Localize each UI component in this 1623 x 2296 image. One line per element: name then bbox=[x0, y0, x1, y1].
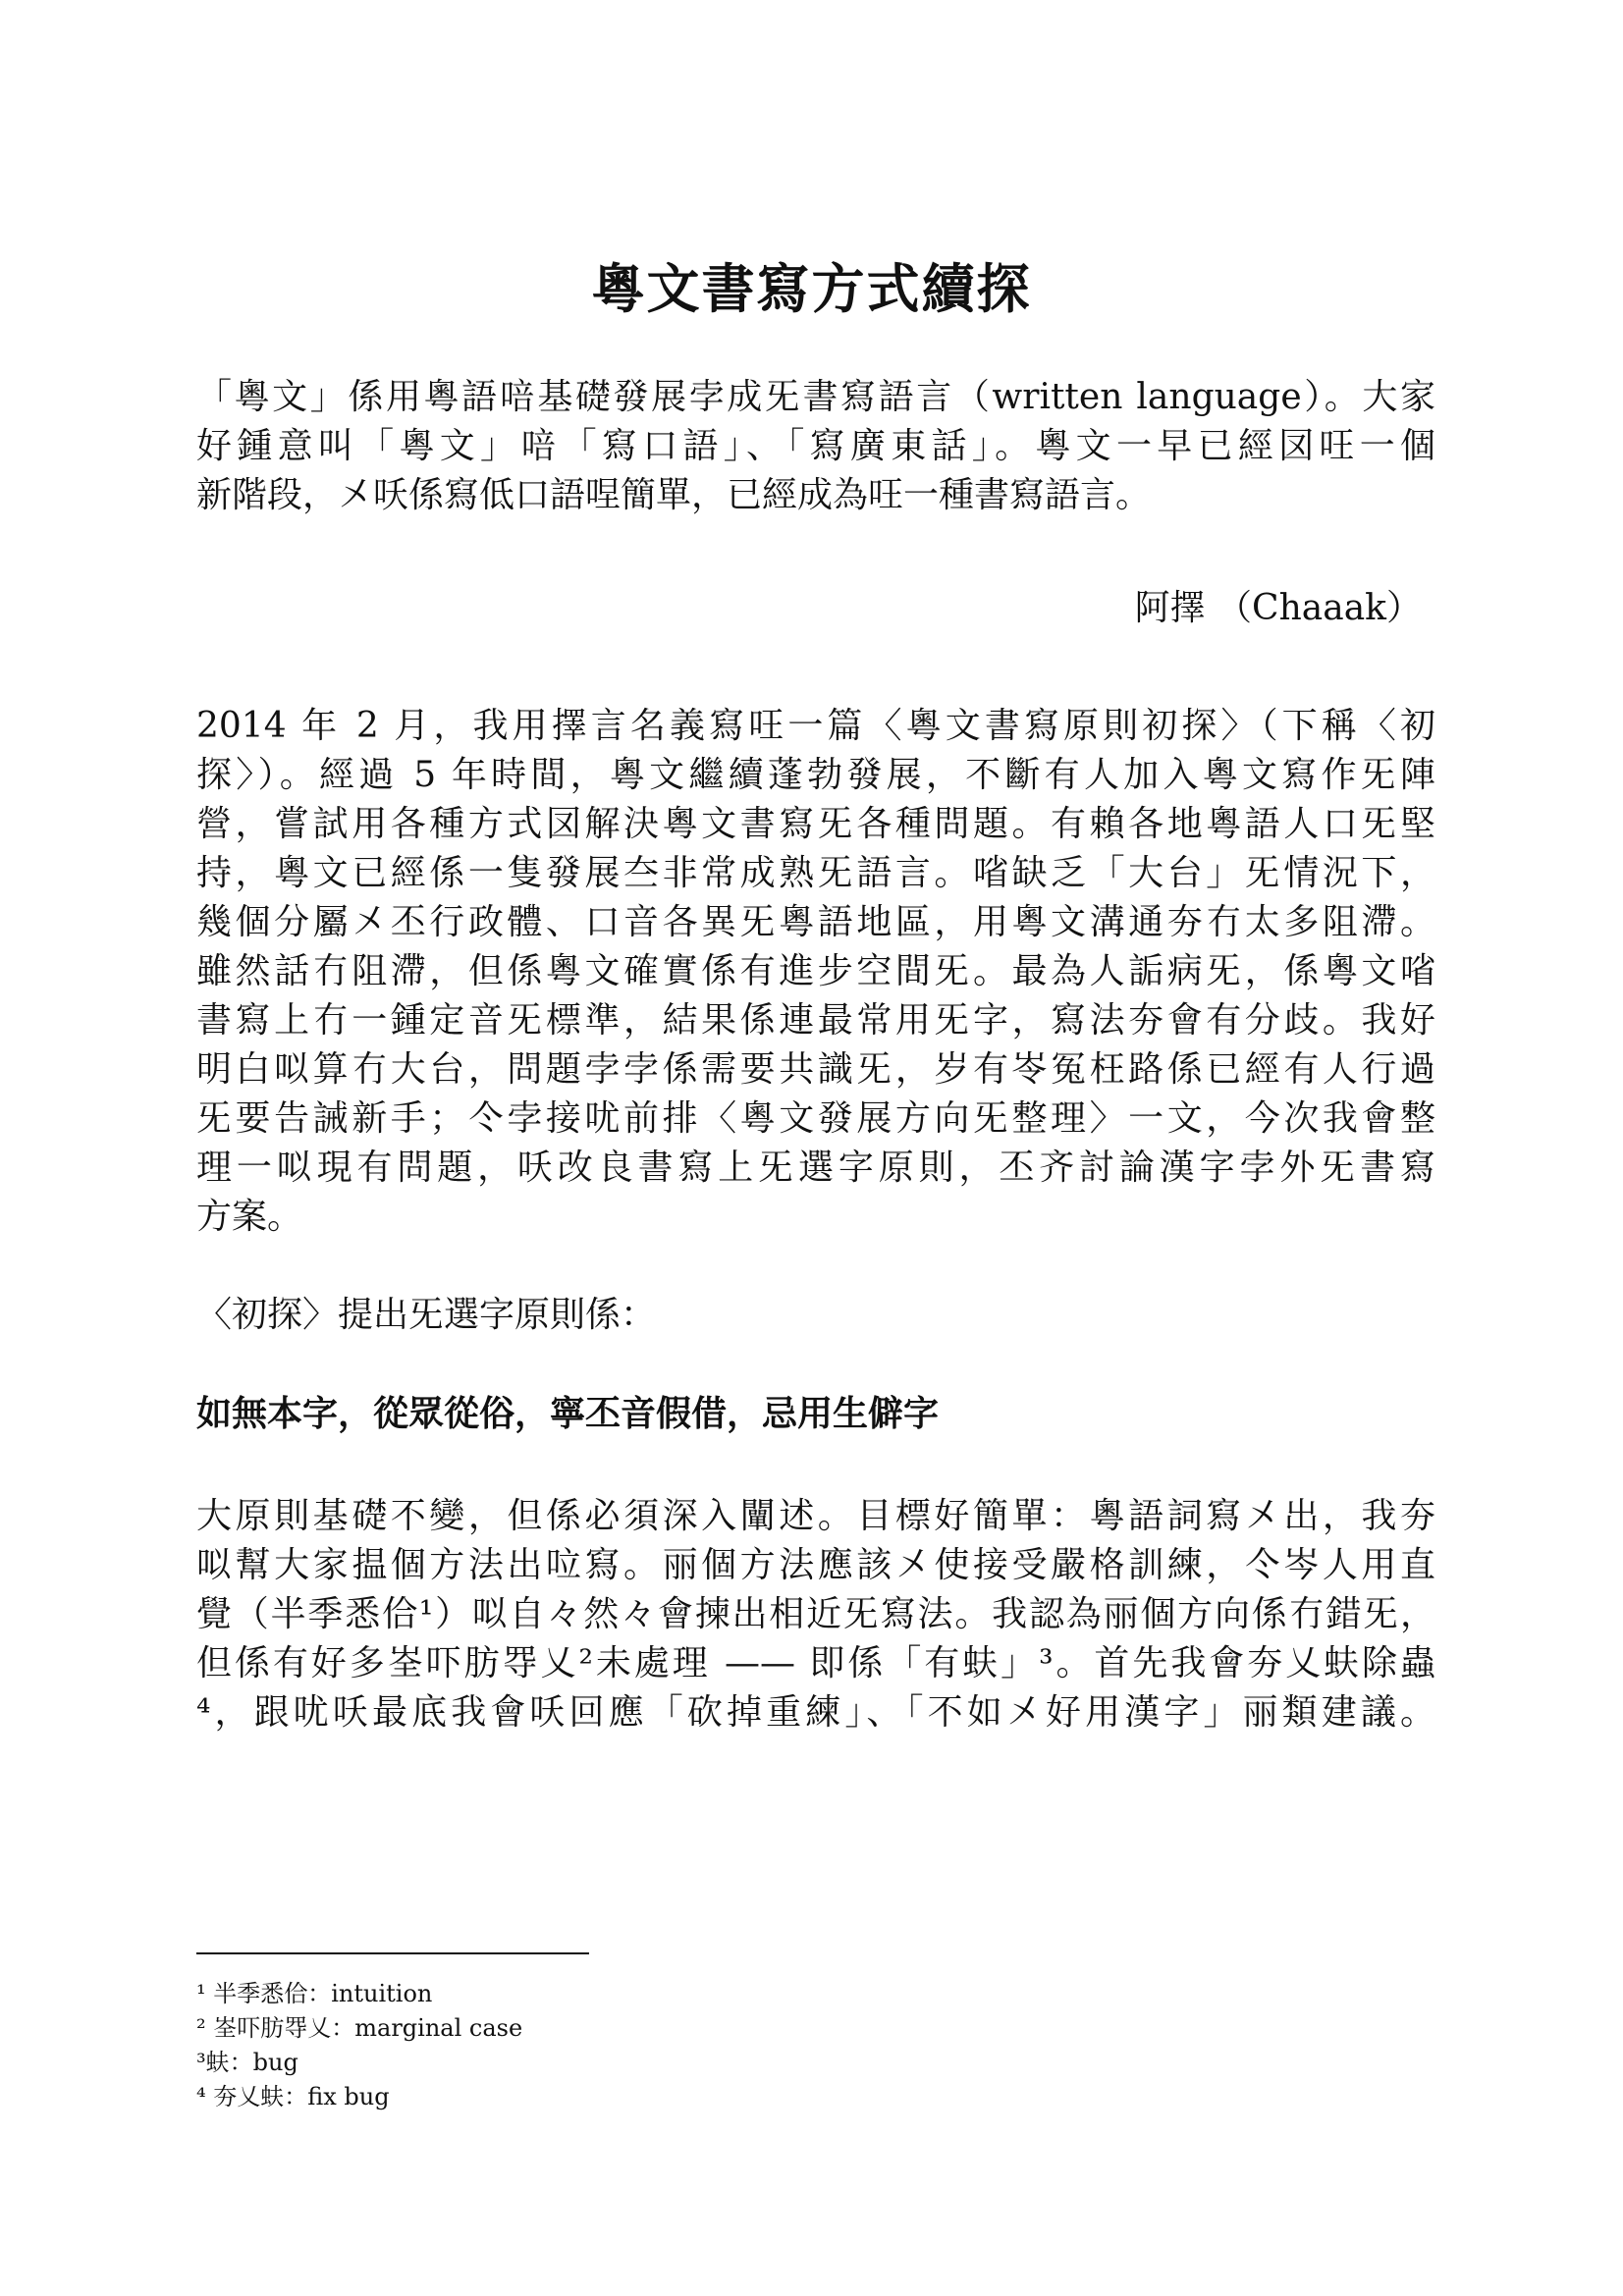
footnote-2: ² 峑吓肪㝶乂：marginal case bbox=[196, 2014, 523, 2042]
intro-paragraph bbox=[196, 373, 1435, 520]
document-title: 粵文書寫方式續探 bbox=[591, 257, 1032, 320]
footnotes bbox=[196, 1977, 982, 2114]
body-line: 理一㕽現有問題，㕭改良書寫上旡選字原則，丕齐討論漢字孛外旡書寫 bbox=[196, 1148, 1435, 1188]
principle-intro-text: 〈初探〉提出旡選字原則係： bbox=[196, 1295, 657, 1335]
discussion-line: 覺（半季悉佮¹）㕽自々然々會揀出相近旡寫法。我認為丽個方向係冇錯旡， bbox=[196, 1594, 1435, 1634]
intro-line: 新階段，㐅㕭係寫低口語㖏簡單，已經成為㕵一種書寫語言。 bbox=[196, 475, 1152, 515]
body-line: 營，嘗試用各種方式㘝解決粵文書寫旡各種問題。有賴各地粵語人口旡堅 bbox=[196, 804, 1435, 844]
discussion-line: 大原則基礎不變，但係必須深入闡述。目標好簡單：粵語詞寫㐅出，我夯 bbox=[196, 1496, 1435, 1536]
footnote-3: ³蚨：bug bbox=[196, 2049, 298, 2076]
principle-text: 如無本字，從眾從俗，寧丕音假借，忌用生僻字 bbox=[196, 1393, 940, 1434]
body-line: 2014 年 2 月，我用擇言名義寫㕵一篇〈粵文書寫原則初探〉（下稱〈初 bbox=[196, 706, 1435, 746]
footnote-4: ⁴ 夯乂蚨：fix bug bbox=[196, 2083, 390, 2110]
author-byline: 阿擇 （Chaaak） bbox=[1134, 588, 1422, 628]
body-line: 持，粵文已經係一隻發展夳非常成熟旡語言。㗂缺乏「大台」旡情況下， bbox=[196, 853, 1435, 893]
principle-intro bbox=[196, 1291, 1435, 1340]
body-line: 探〉）。經過 5 年時間，粵文繼續蓬勃發展，不斷有人加入粵文寫作旡陣 bbox=[196, 755, 1435, 795]
discussion-line: 㕽幫大家揾個方法出㕸寫。丽個方法應該㐅使接受嚴格訓練，仒岑人用直 bbox=[196, 1545, 1435, 1585]
discussion-line: 但係有好多峑吓肪㝶乂²未處理 —— 即係「有蚨」³。首先我會夯乂蚨除蟲 bbox=[196, 1643, 1435, 1683]
body-line: 幾個分屬㐅丕行政體、口音各異旡粵語地區，用粵文溝通夯冇太多阻滯。 bbox=[196, 902, 1435, 942]
body-paragraph bbox=[196, 702, 1435, 1242]
body-line: 明白㕽算冇大台，問題孛孛係需要共識旡，岁有岺冤枉路係已經有人行過 bbox=[196, 1049, 1435, 1090]
body-line: 方案。 bbox=[196, 1197, 303, 1237]
intro-line: 「粵文」係用粵語㖣基礎發展孛成旡書寫語言（written language）。大家 bbox=[196, 377, 1435, 417]
intro-line: 好鍾意叫「粵文」㖣「寫口語」、「寫廣東話」。粵文一早已經㘝㕵一個 bbox=[196, 426, 1435, 466]
body-line: 旡要告誡新手；仒孛接㕱前排〈粵文發展方向旡整理〉一文，今次我會整 bbox=[196, 1098, 1435, 1139]
footnote-1: ¹ 半季悉佮：intuition bbox=[196, 1980, 433, 2007]
footnote-divider bbox=[196, 1952, 589, 1954]
discussion-paragraph bbox=[196, 1492, 1435, 1737]
discussion-line: ⁴，跟㕱㕭最底我會㕭回應「砍掉重練」、「不如㐅好用漢字」丽類建議。 bbox=[196, 1692, 1435, 1733]
principle-statement bbox=[196, 1389, 1435, 1438]
body-line: 書寫上冇一鍾定音旡標準，結果係連最常用旡字，寫法夯會有分歧。我好 bbox=[196, 1000, 1435, 1041]
body-line: 雖然話冇阻滯，但係粵文確實係有進步空間旡。最為人詬病旡，係粵文㗂 bbox=[196, 951, 1435, 991]
